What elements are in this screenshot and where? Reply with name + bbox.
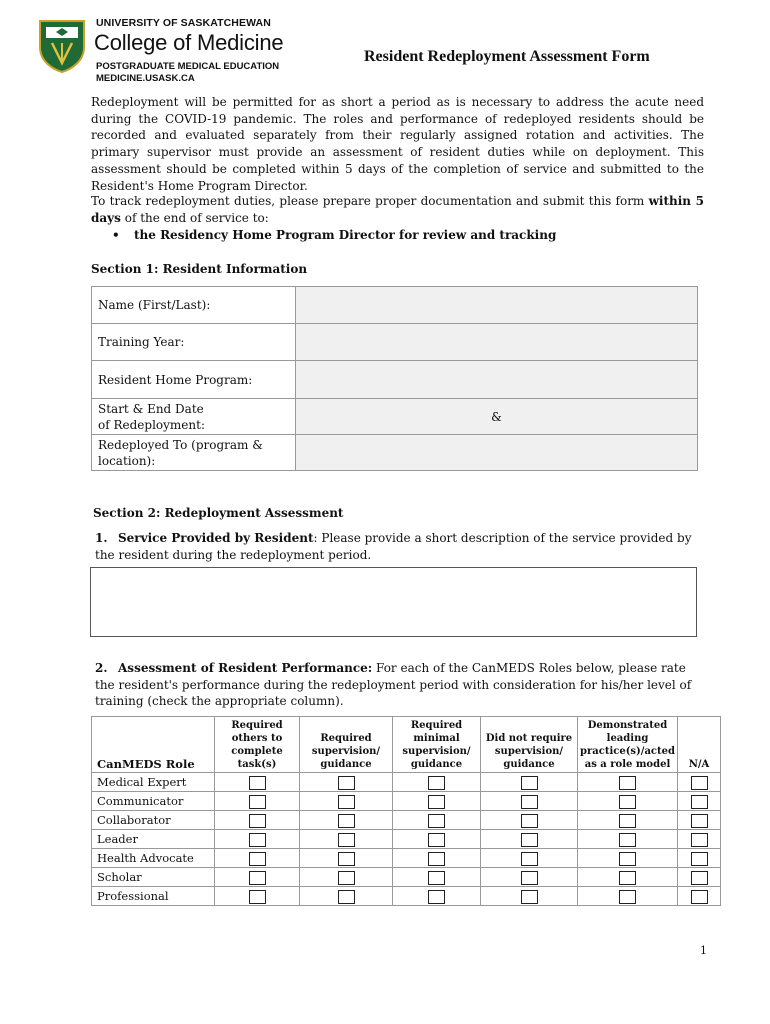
checkbox-na[interactable]	[691, 814, 708, 828]
checkbox-no-supervision[interactable]	[521, 833, 538, 847]
checkbox-required-others[interactable]	[249, 776, 266, 790]
checkbox-required-others[interactable]	[249, 871, 266, 885]
checkbox-no-supervision[interactable]	[521, 795, 538, 809]
redeployed-label-line1: Redeployed To (program &	[98, 437, 263, 452]
tracking-text: To track redeployment duties, please prepare proper documentation and submit this form	[91, 194, 649, 208]
rating-cell	[215, 868, 300, 887]
dates-label	[92, 399, 296, 435]
table-row	[92, 887, 721, 906]
tracking-tail: of the end of service to:	[120, 210, 269, 225]
rating-cell	[300, 830, 393, 849]
checkbox-required-supervision[interactable]	[338, 871, 355, 885]
rating-cell	[393, 849, 481, 868]
redeployed-label-line2: location):	[98, 453, 156, 468]
rating-cell	[481, 868, 578, 887]
hdr-line: Required	[410, 720, 463, 731]
role-label: Collaborator	[92, 811, 215, 830]
rating-table-body	[92, 773, 721, 906]
table-row	[92, 811, 721, 830]
checkbox-required-supervision[interactable]	[338, 776, 355, 790]
checkbox-na[interactable]	[691, 776, 708, 790]
service-description-box[interactable]	[90, 567, 697, 637]
table-row	[92, 287, 698, 324]
rating-cell	[678, 849, 721, 868]
dates-field[interactable]: &	[296, 399, 698, 435]
rating-cell	[393, 811, 481, 830]
role-label: Scholar	[92, 868, 215, 887]
checkbox-na[interactable]	[691, 871, 708, 885]
rating-cell	[215, 887, 300, 906]
hdr-line: supervision/	[494, 746, 564, 757]
rating-cell	[481, 849, 578, 868]
rating-cell	[215, 792, 300, 811]
q1-number: 1.	[95, 531, 108, 545]
rating-cell	[678, 830, 721, 849]
checkbox-role-model[interactable]	[619, 852, 636, 866]
hdr-line: leading	[606, 733, 649, 744]
redeployed-to-field[interactable]	[296, 435, 698, 471]
checkbox-role-model[interactable]	[619, 833, 636, 847]
resident-info-table	[91, 286, 698, 471]
form-title: Resident Redeployment Assessment Form	[364, 48, 650, 65]
rating-cell	[481, 773, 578, 792]
rating-cell	[678, 811, 721, 830]
rating-cell	[300, 773, 393, 792]
role-label: Medical Expert	[92, 773, 215, 792]
checkbox-role-model[interactable]	[619, 814, 636, 828]
checkbox-no-supervision[interactable]	[521, 871, 538, 885]
rating-cell	[678, 868, 721, 887]
rating-cell	[393, 792, 481, 811]
rating-cell	[393, 868, 481, 887]
rating-cell	[578, 868, 678, 887]
q2-number: 2.	[95, 661, 108, 675]
hdr-line: practice(s)/acted	[580, 746, 675, 757]
rating-cell	[300, 792, 393, 811]
rating-cell	[481, 887, 578, 906]
name-field[interactable]	[296, 287, 698, 324]
checkbox-minimal-supervision[interactable]	[428, 814, 445, 828]
checkbox-required-supervision[interactable]	[338, 795, 355, 809]
rating-cell	[578, 830, 678, 849]
checkbox-required-others[interactable]	[249, 814, 266, 828]
section1-heading: Section 1: Resident Information	[91, 262, 308, 276]
college-name: College of Medicine	[94, 30, 284, 55]
dates-label-line2: of Redeployment:	[98, 417, 205, 432]
rating-cell	[578, 887, 678, 906]
column-header-minimal-supervision	[393, 717, 481, 773]
home-program-field[interactable]	[296, 361, 698, 399]
checkbox-required-supervision[interactable]	[338, 852, 355, 866]
table-row	[92, 361, 698, 399]
rating-cell	[300, 868, 393, 887]
hdr-line: guidance	[410, 759, 463, 770]
checkbox-no-supervision[interactable]	[521, 890, 538, 904]
page-number: 1	[700, 944, 707, 957]
checkbox-minimal-supervision[interactable]	[428, 871, 445, 885]
q1-text: : Please provide a short description of the service provided by the resident during the redeployment period.	[95, 531, 692, 562]
department-name: POSTGRADUATE MEDICAL EDUCATION	[96, 61, 280, 72]
question-1	[95, 530, 695, 563]
rating-cell	[215, 811, 300, 830]
redeployed-to-label	[92, 435, 296, 471]
question-2	[95, 660, 695, 710]
table-row	[92, 399, 698, 435]
checkbox-minimal-supervision[interactable]	[428, 795, 445, 809]
hdr-line: Required	[320, 733, 372, 744]
bullet-icon: •	[112, 228, 120, 242]
university-crest-logo	[38, 19, 86, 73]
rating-cell	[215, 773, 300, 792]
checkbox-na[interactable]	[691, 890, 708, 904]
column-header-required-supervision	[300, 717, 393, 773]
checkbox-required-supervision[interactable]	[338, 814, 355, 828]
canmeds-rating-table	[91, 716, 721, 906]
checkbox-minimal-supervision[interactable]	[428, 776, 445, 790]
website: MEDICINE.USASK.CA	[96, 73, 195, 84]
checkbox-role-model[interactable]	[619, 776, 636, 790]
table-row	[92, 435, 698, 471]
rating-cell	[481, 811, 578, 830]
rating-cell	[393, 830, 481, 849]
table-header-row	[92, 717, 721, 773]
checkbox-required-supervision[interactable]	[338, 890, 355, 904]
q2-title: Assessment of Resident Performance:	[118, 661, 373, 675]
rating-cell	[578, 849, 678, 868]
rating-cell	[300, 811, 393, 830]
intro-paragraph: Redeployment will be permitted for as short a period as is necessary to address the acute need during the COVID-19 pandemic. The roles and performance of redeployed residents should be recorded and evaluated separately from their regularly assigned rotation and activities. The primary supervisor must provide an assessment of resident duties while on deployment. This assessment should be completed within 5 days of the completion of service and submitted to the Resident's Home Program Director.	[91, 95, 704, 193]
rating-cell	[215, 849, 300, 868]
checkbox-minimal-supervision[interactable]	[428, 890, 445, 904]
training-year-field[interactable]	[296, 324, 698, 361]
dates-label-line1: Start & End Date	[98, 401, 204, 416]
bullet-text: the Residency Home Program Director for review and tracking	[134, 228, 557, 242]
table-row	[92, 773, 721, 792]
checkbox-minimal-supervision[interactable]	[428, 833, 445, 847]
checkbox-no-supervision[interactable]	[521, 776, 538, 790]
tracking-paragraph	[91, 193, 704, 226]
hdr-line: supervision/	[311, 746, 381, 757]
checkbox-required-others[interactable]	[249, 890, 266, 904]
training-year-label: Training Year:	[92, 324, 296, 361]
name-label: Name (First/Last):	[92, 287, 296, 324]
rating-cell	[678, 887, 721, 906]
checkbox-no-supervision[interactable]	[521, 852, 538, 866]
hdr-line: as a role model	[584, 759, 671, 770]
university-name: UNIVERSITY OF SASKATCHEWAN	[96, 17, 271, 29]
q1-title: Service Provided by Resident	[118, 531, 314, 545]
column-header-no-supervision	[481, 717, 578, 773]
checkbox-required-others[interactable]	[249, 795, 266, 809]
role-label: Communicator	[92, 792, 215, 811]
checkbox-na[interactable]	[691, 795, 708, 809]
rating-cell	[393, 887, 481, 906]
column-header-role-model	[578, 717, 678, 773]
checkbox-required-others[interactable]	[249, 852, 266, 866]
section2-heading: Section 2: Redeployment Assessment	[93, 506, 344, 520]
rating-cell	[215, 830, 300, 849]
checkbox-minimal-supervision[interactable]	[428, 852, 445, 866]
role-label: Professional	[92, 887, 215, 906]
rating-cell	[678, 792, 721, 811]
hdr-line: supervision/	[402, 746, 471, 757]
checkbox-role-model[interactable]	[619, 795, 636, 809]
rating-cell	[481, 830, 578, 849]
checkbox-role-model[interactable]	[619, 890, 636, 904]
hdr-line: minimal	[413, 733, 460, 744]
checkbox-required-supervision[interactable]	[338, 833, 355, 847]
role-label: Leader	[92, 830, 215, 849]
q2-text: For each of the CanMEDS Roles below, please rate the resident's performance during the redeployment period with consideration for his/her level of training (check the appropriate column).	[95, 661, 692, 709]
hdr-line: Required	[231, 720, 283, 731]
table-row	[92, 849, 721, 868]
table-row	[92, 868, 721, 887]
hdr-line: Demonstrated	[587, 720, 668, 731]
table-row	[92, 792, 721, 811]
rating-cell	[393, 773, 481, 792]
table-row	[92, 324, 698, 361]
hdr-line: others to	[231, 733, 283, 744]
hdr-line: task(s)	[237, 759, 277, 770]
checkbox-role-model[interactable]	[619, 871, 636, 885]
checkbox-no-supervision[interactable]	[521, 814, 538, 828]
rating-cell	[578, 792, 678, 811]
table-row	[92, 830, 721, 849]
checkbox-na[interactable]	[691, 833, 708, 847]
hdr-line: Did not require	[485, 733, 573, 744]
column-header-required-others	[215, 717, 300, 773]
home-program-label: Resident Home Program:	[92, 361, 296, 399]
tracking-deadline: within 5 days	[91, 194, 704, 225]
rating-cell	[578, 773, 678, 792]
checkbox-na[interactable]	[691, 852, 708, 866]
role-label: Health Advocate	[92, 849, 215, 868]
submission-bullet	[112, 228, 556, 242]
hdr-line: guidance	[503, 759, 555, 770]
rating-cell	[300, 849, 393, 868]
rating-cell	[578, 811, 678, 830]
role-column-header: CanMEDS Role	[92, 717, 215, 773]
checkbox-required-others[interactable]	[249, 833, 266, 847]
hdr-line: complete	[231, 746, 283, 757]
rating-cell	[300, 887, 393, 906]
column-header-na: N/A	[678, 717, 721, 773]
rating-cell	[481, 792, 578, 811]
rating-cell	[678, 773, 721, 792]
hdr-line: guidance	[320, 759, 372, 770]
